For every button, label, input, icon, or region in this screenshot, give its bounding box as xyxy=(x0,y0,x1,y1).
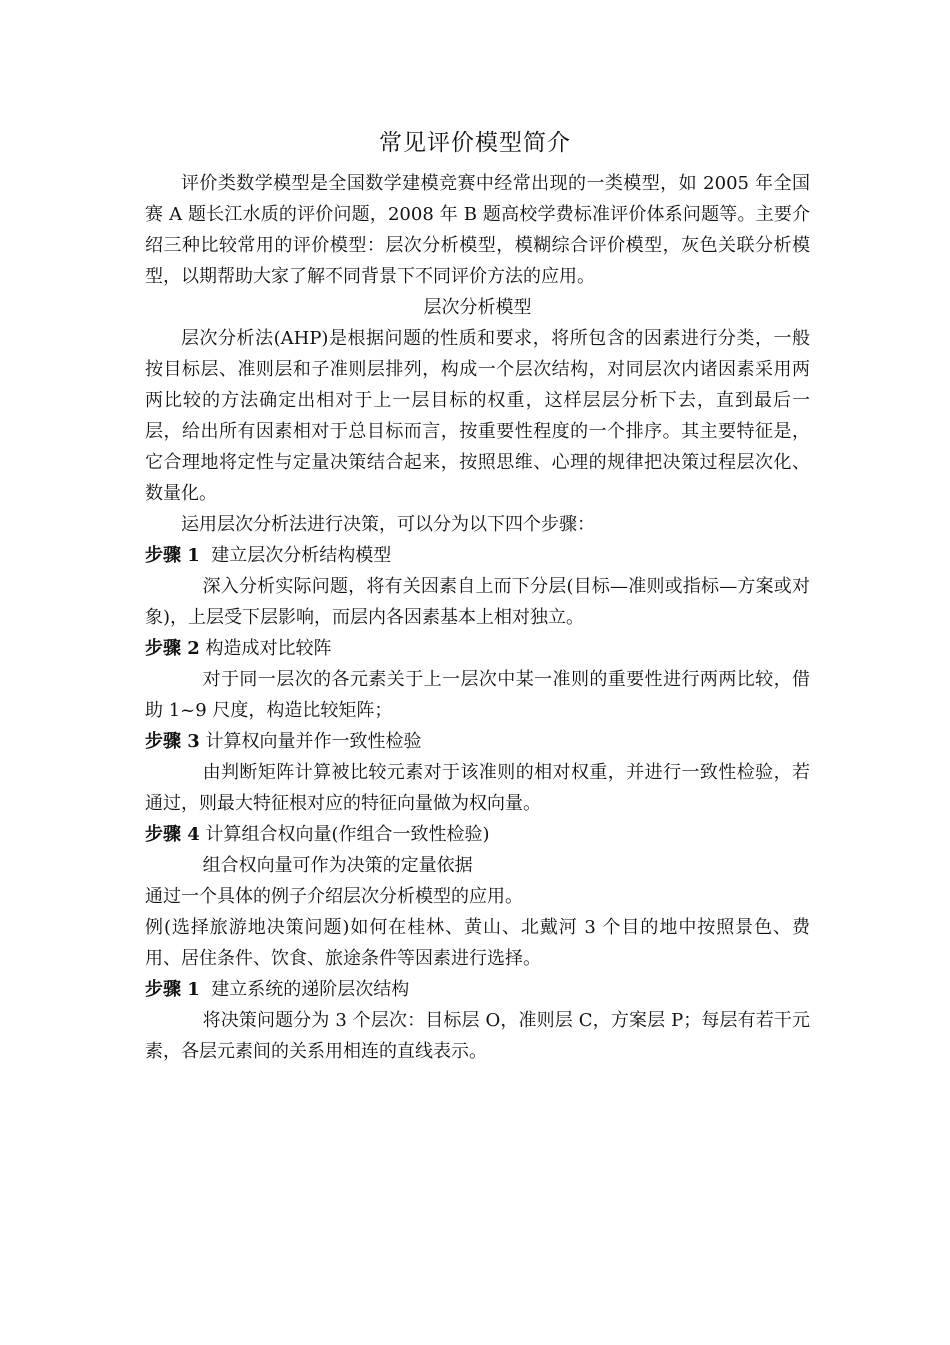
step-3-body: 由判断矩阵计算被比较元素对于该准则的相对权重，并进行一致性检验，若通过，则最大特征根对应的特征向量做为权向量。 xyxy=(145,762,810,814)
document-title: 常见评价模型简介 xyxy=(379,130,571,156)
example-step-body: 将决策问题分为 3 个层次：目标层 O，准则层 C，方案层 P；每层有若干元素，各层元素间的关系用相连的直线表示。 xyxy=(145,1010,810,1062)
step-4-title: 计算组合权向量(作组合一致性检验) xyxy=(199,824,490,845)
step-3-title: 计算权向量并作一致性检验 xyxy=(199,731,422,752)
step-3-label: 步骤 3 xyxy=(145,731,200,752)
example-step-heading xyxy=(145,974,810,1005)
step-1-label: 步骤 1 xyxy=(145,545,200,566)
step-1-heading xyxy=(145,540,810,571)
steps-intro: 运用层次分析法进行决策，可以分为以下四个步骤： xyxy=(181,514,595,535)
step-1-body: 深入分析实际问题，将有关因素自上而下分层(目标—准则或指标—方案或对象)，上层受下层影响，而层内各因素基本上相对独立。 xyxy=(145,576,810,628)
step-1-title: 建立层次分析结构模型 xyxy=(199,545,392,566)
intro-paragraph: 评价类数学模型是全国数学建模竞赛中经常出现的一类模型，如 2005 年全国赛 A 题长江水质的评价问题，2008 年 B 题高校学费标准评价体系问题等。主要介绍三种比较常用的评价模型：层次分析模型，模糊综合评价模型，灰色关联分析模型，以期帮助大家了解不同背景下不同评价方法的应用。 xyxy=(145,173,810,287)
step-2-label: 步骤 2 xyxy=(145,638,200,659)
step-4-heading xyxy=(145,819,810,850)
step-4-body: 组合权向量可作为决策的定量依据 xyxy=(202,855,473,876)
document-body xyxy=(145,168,810,1067)
ahp-paragraph: 层次分析法(AHP)是根据问题的性质和要求，将所包含的因素进行分类，一般按目标层、准则层和子准则层排列，构成一个层次结构，对同层次内诸因素采用两两比较的方法确定出相对于上一层目标的权重，这样层层分析下去，直到最后一层，给出所有因素相对于总目标而言，按重要性程度的一个排序。其主要特征是，它合理地将定性与定量决策结合起来，按照思维、心理的规律把决策过程层次化、数量化。 xyxy=(145,328,810,504)
step-3-heading xyxy=(145,726,810,757)
example-step-label: 步骤 1 xyxy=(145,979,200,1000)
example-problem: 例(选择旅游地决策问题)如何在桂林、黄山、北戴河 3 个目的地中按照景色、费用、居住条件、饮食、旅途条件等因素进行选择。 xyxy=(145,917,810,969)
step-2-title: 构造成对比较阵 xyxy=(199,638,332,659)
section-title-ahp: 层次分析模型 xyxy=(423,297,532,318)
step-2-heading xyxy=(145,633,810,664)
example-step-title: 建立系统的递阶层次结构 xyxy=(199,979,410,1000)
step-2-body: 对于同一层次的各元素关于上一层次中某一准则的重要性进行两两比较，借助 1~9 尺度，构造比较矩阵； xyxy=(145,669,810,721)
example-intro: 通过一个具体的例子介绍层次分析模型的应用。 xyxy=(145,886,523,907)
step-4-label: 步骤 4 xyxy=(145,824,200,845)
